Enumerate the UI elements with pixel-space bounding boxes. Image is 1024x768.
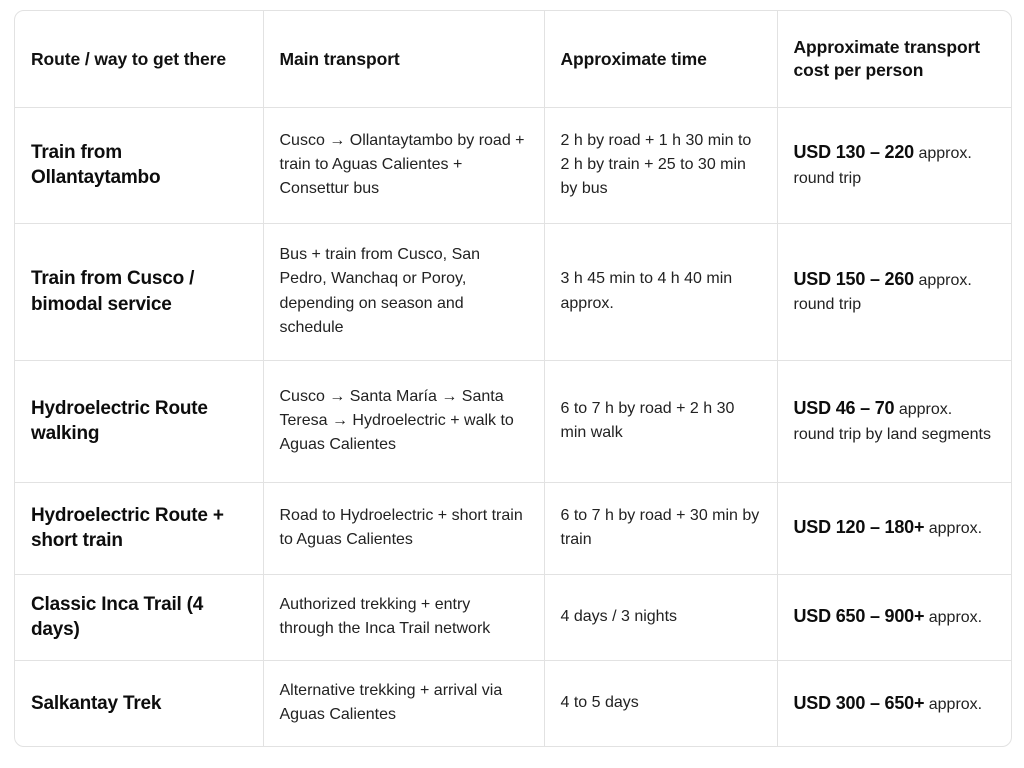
cell-route: Hydroelectric Route walking [15,360,263,482]
cell-route: Train from Cusco / bimodal service [15,223,263,360]
routes-table [15,11,1011,746]
cell-transport: Road to Hydroelectric + short train to Aguas Calientes [263,482,544,574]
cell-time: 4 days / 3 nights [544,574,777,660]
table-header-row [15,11,1011,107]
cell-transport: Alternative trekking + arrival via Aguas Calientes [263,660,544,746]
table-row [15,482,1011,574]
cell-route: Hydroelectric Route + short train [15,482,263,574]
cell-transport: Bus + train from Cusco, San Pedro, Wanchaq or Poroy, depending on season and schedule [263,223,544,360]
cost-note: approx. [928,609,983,627]
cell-transport: Cusco → Santa María → Santa Teresa → Hydroelectric + walk to Aguas Calientes [263,360,544,482]
cell-time: 2 h by road + 1 h 30 min to 2 h by train + 25 to 30 min by bus [544,107,777,223]
cost-note: approx. round trip [793,145,972,187]
cost-amount: USD 300 – 650+ [793,692,925,713]
cell-cost [777,107,1011,223]
cell-cost [777,482,1011,574]
table-row [15,574,1011,660]
cost-note: approx. round trip [793,271,972,314]
cell-route: Classic Inca Trail (4 days) [15,574,263,660]
cell-time: 6 to 7 h by road + 2 h 30 min walk [544,360,777,482]
column-header-transport: Main transport [263,11,544,107]
cell-time: 6 to 7 h by road + 30 min by train [544,482,777,574]
cost-note: approx. round trip by land segments [793,401,991,443]
cell-route: Salkantay Trek [15,660,263,746]
cell-cost [777,660,1011,746]
cell-cost [777,223,1011,360]
cost-amount: USD 150 – 260 [793,268,914,289]
cost-amount: USD 650 – 900+ [793,606,925,627]
table-header [15,11,1011,107]
cost-amount: USD 130 – 220 [793,142,914,163]
table-row [15,223,1011,360]
cell-transport: Authorized trekking + entry through the Inca Trail network [263,574,544,660]
table-row [15,660,1011,746]
cell-transport: Cusco → Ollantaytambo by road + train to Aguas Calientes + Consettur bus [263,107,544,223]
cell-time: 3 h 45 min to 4 h 40 min approx. [544,223,777,360]
cost-amount: USD 120 – 180+ [793,517,925,538]
routes-table-container [14,10,1012,747]
cell-time: 4 to 5 days [544,660,777,746]
cell-cost [777,574,1011,660]
cell-cost [777,360,1011,482]
cost-note: approx. [928,695,983,713]
table-row [15,107,1011,223]
column-header-route: Route / way to get there [15,11,263,107]
cell-route: Train from Ollantaytambo [15,107,263,223]
column-header-cost: Approximate transport cost per person [777,11,1011,107]
cost-amount: USD 46 – 70 [793,398,895,419]
column-header-time: Approximate time [544,11,777,107]
table-body [15,107,1011,746]
cost-note: approx. [928,520,983,538]
table-row [15,360,1011,482]
